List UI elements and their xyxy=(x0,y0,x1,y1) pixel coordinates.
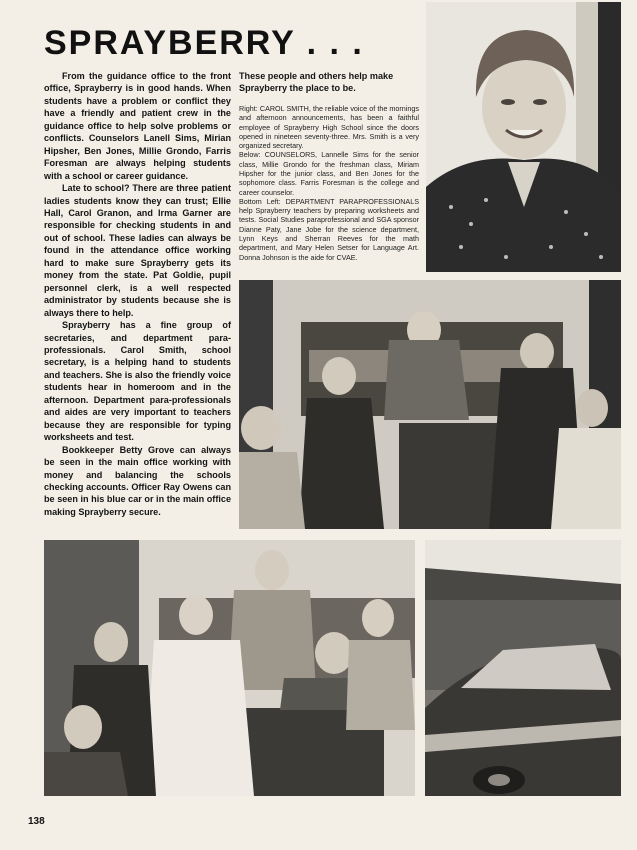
caption-column xyxy=(239,70,419,262)
page-number: 138 xyxy=(28,816,45,827)
caption-paraprofessionals: Bottom Left: DEPARTMENT PARAPROFESSIONALS help Sprayberry teachers by preparing worksheets and tests. Social Studies paraprofessional and SGA sponsor Dianne Paty, Jane Jobe for the science department, Lynn Keys and Sherran Reeves for the math department, and Mary Helen Setser for Language Art. Donna Johnson is the aide for CVAE. xyxy=(239,196,419,262)
body-paragraph: Bookkeeper Betty Grove can always be seen in the main office working with money and balancing the schools checking accounts. Officer Ray Owens can be seen in his blue car or in the main office making Sprayberry secure. xyxy=(44,444,231,517)
intro-text: These people and others help make Sprayberry the place to be. xyxy=(239,71,394,94)
photo-carol-smith xyxy=(426,2,621,272)
body-paragraph: Late to school? There are three patient ladies students know they can trust; Ellie Hall, Carol Granon, and Irma Garner are responsible for checking students in and out of school. These ladies can always be found in the attendance office working hard to make sure Sprayberry gets its money from the state. Pat Goldie, pupil personnel clerk, is a well respected administrator by students because she is always there to help. xyxy=(44,183,231,318)
page-title: SPRAYBERRY . . . xyxy=(44,24,364,62)
photo-paraprofessionals xyxy=(44,540,415,796)
body-paragraph: Sprayberry has a fine group of secretaries, and department para-professionals. Carol Smith, school secretary, is a helping hand to students and teachers. She is also the friendly voice students hear in homeroom and in the afternoon. Department para-professionals and aides are very important to teachers because they are responsible for typing worksheets and test. xyxy=(44,320,231,443)
caption-carol-smith: Right: CAROL SMITH, the reliable voice of the mornings and afternoon announcements, has been a faithful employee of Sprayberry High School since the doors opened in nineteen seventy-three. Mrs. Smith is a very organized secretary. xyxy=(239,103,419,151)
photo-captions xyxy=(239,104,419,262)
photo-counselors xyxy=(239,280,621,529)
caption-counselors: Below: COUNSELORS, Lannelle Sims for the senior class, Millie Grondo for the freshman class, Miriam Hipsher for the junior class, and Ben Jones for the sophomore class. Farris Foresman is the college and career counselor. xyxy=(239,150,419,197)
photo-officer-car xyxy=(425,540,621,796)
body-text-column xyxy=(44,70,231,518)
body-paragraph: From the guidance office to the front office, Sprayberry is in good hands. When students have a problem or conflict they have a friendly and patient crew in the guidance office to help solve problems or conflicts. Counselors Lanell Sims, Mirian Hipsher, Ben Jones, Millie Grondo, Farris Foresman are always helping students with a school or career guidance. xyxy=(44,71,231,181)
